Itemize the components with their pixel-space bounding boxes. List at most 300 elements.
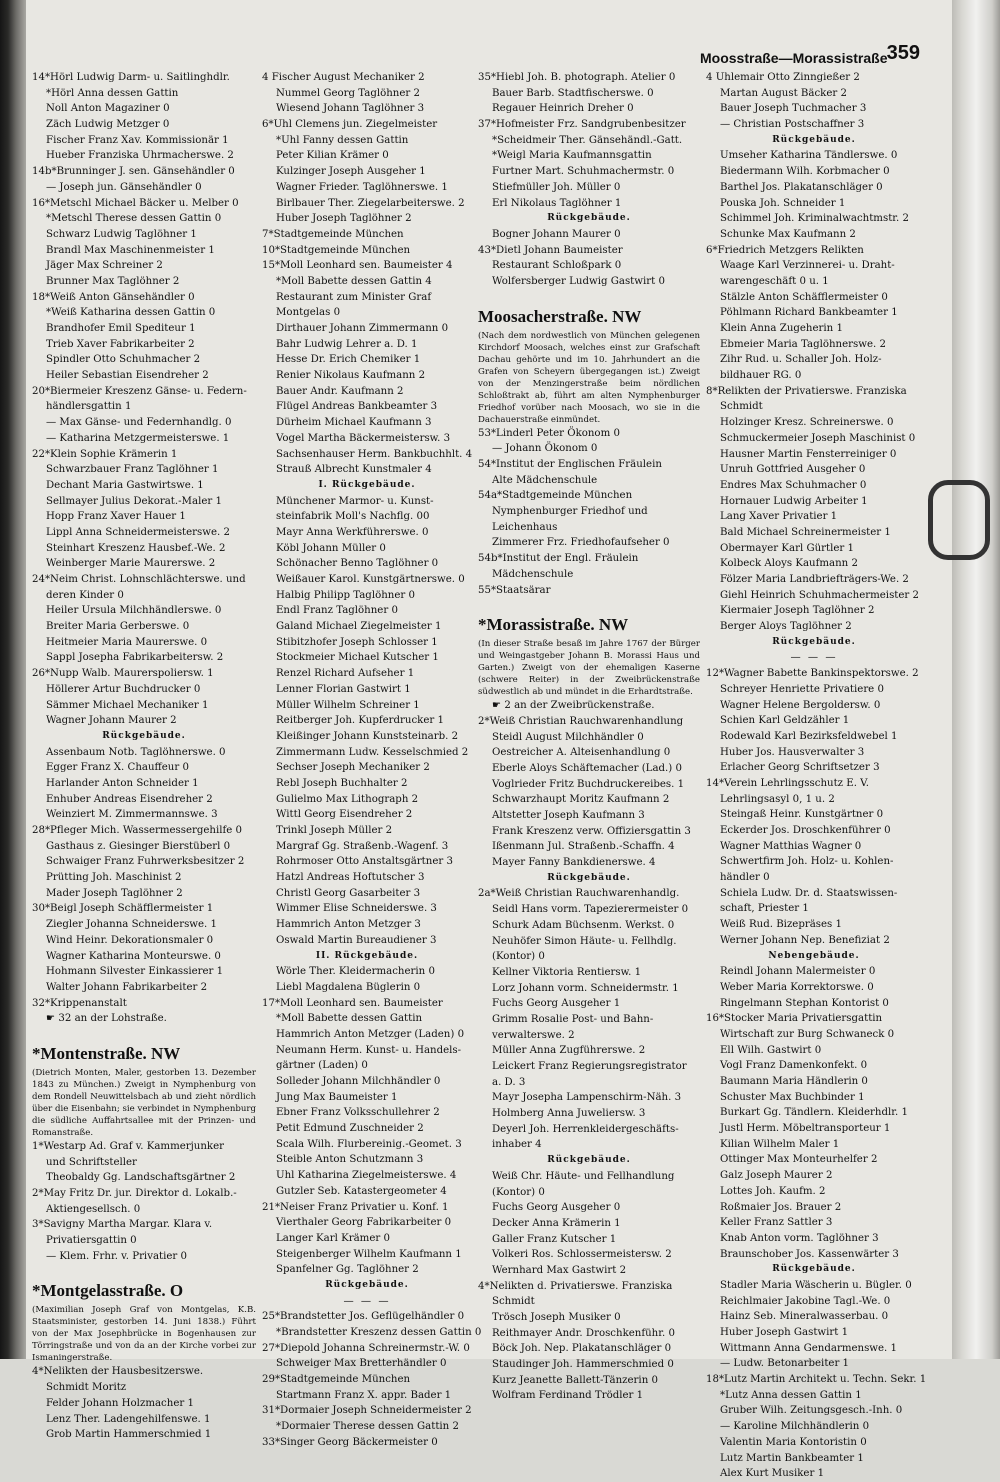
directory-entry: 22*Klein Sophie Krämerin 1 xyxy=(32,448,178,460)
directory-entry: Wagner Matthias Wagner 0 xyxy=(720,840,862,852)
directory-entry: Dürheim Michael Kaufmann 3 xyxy=(276,417,432,429)
directory-entry: Rodewald Karl Bezirksfeldwebel 1 xyxy=(720,730,898,742)
directory-entry: Margraf Gg. Straßenb.-Wagenf. 3 xyxy=(276,840,449,852)
directory-entry: Erlacher Georg Schriftsetzer 3 xyxy=(720,762,880,774)
directory-entry: Pöhlmann Richard Bankbeamter 1 xyxy=(720,307,898,319)
directory-entry: — Johann Ökonom 0 xyxy=(492,443,598,455)
directory-entry: 18*Weiß Anton Gänsehändler 0 xyxy=(32,291,195,303)
directory-entry: — Karoline Milchhändlerin 0 xyxy=(720,1421,870,1433)
directory-entry: Wagner Frieder. Taglöhnerswe. 1 xyxy=(276,181,448,193)
directory-entry: Ebner Franz Volksschullehrer 2 xyxy=(276,1107,440,1119)
separator: — — — xyxy=(790,652,838,664)
directory-entry: Galand Michael Ziegelmeister 1 xyxy=(276,621,442,633)
directory-entry: Galz Joseph Maurer 2 xyxy=(720,1170,833,1182)
directory-entry: Regauer Heinrich Dreher 0 xyxy=(492,103,634,115)
directory-entry: Neumann Herm. Kunst- u. Handels- xyxy=(276,1044,462,1056)
directory-entry: Brandhofer Emil Spediteur 1 xyxy=(46,323,196,334)
spacer xyxy=(32,1264,256,1274)
directory-entry: Brandl Max Maschinenmeister 1 xyxy=(46,244,215,256)
directory-entry: Flügel Andreas Bankbeamter 3 xyxy=(276,401,438,413)
directory-entry: Mädchenschule xyxy=(492,568,574,580)
directory-entry: Schönacher Benno Taglöhner 0 xyxy=(276,558,439,570)
directory-entry: Theobaldy Gg. Landschaftsgärtner 2 xyxy=(46,1172,236,1184)
directory-entry: Lippl Anna Schneidermeisterswe. 2 xyxy=(46,526,230,538)
directory-entry: Müller Wilhelm Schreiner 1 xyxy=(276,699,420,711)
directory-entry: Rebl Joseph Buchhalter 2 xyxy=(276,777,408,789)
directory-entry: — Max Gänse- und Federnhandlg. 0 xyxy=(46,417,232,429)
directory-entry: Bauer Joseph Tuchmacher 3 xyxy=(720,103,867,115)
directory-entry: Bauer Barb. Stadtfischerswe. 0 xyxy=(492,87,654,99)
directory-entry: 2a*Weiß Christian Rauchwarenhandlg. xyxy=(478,888,680,900)
directory-entry: Lenz Ther. Ladengehilfenswe. 1 xyxy=(46,1413,211,1425)
directory-entry: Heiler Ursula Milchhändlerswe. 0 xyxy=(46,605,222,617)
directory-entry: Trinkl Joseph Müller 2 xyxy=(276,825,393,836)
directory-entry: Schien Karl Geldzähler 1 xyxy=(720,715,850,727)
directory-entry: Hausner Martin Fensterreiniger 0 xyxy=(720,448,897,460)
directory-entry: 43*Dietl Johann Baumeister xyxy=(478,244,623,256)
directory-entry: 28*Pfleger Mich. Wassermessergehilfe 0 xyxy=(32,825,243,836)
directory-entry: Strauß Albrecht Kunstmaler 4 xyxy=(276,464,432,476)
directory-entry: Schmidt xyxy=(720,401,763,413)
separator: — — — xyxy=(343,1295,391,1307)
section-label: Rückgebäude. xyxy=(772,636,856,647)
directory-entry: Eberle Aloys Schäftemacher (Lad.) 0 xyxy=(492,762,682,774)
directory-entry: Walter Johann Fabrikarbeiter 2 xyxy=(46,981,208,993)
directory-entry: Steigenberger Wilhelm Kaufmann 1 xyxy=(276,1248,462,1260)
directory-entry: Stibitzhofer Joseph Schlosser 1 xyxy=(276,636,438,648)
directory-entry: Unruh Gottfried Ausgeher 0 xyxy=(720,464,866,476)
directory-entry: Hammrich Anton Metzger (Laden) 0 xyxy=(276,1028,465,1040)
directory-entry: Vierthaler Georg Fabrikarbeiter 0 xyxy=(276,1217,452,1229)
directory-entry: Christl Georg Gasarbeiter 3 xyxy=(276,887,421,899)
directory-entry: Köbl Johann Müller 0 xyxy=(276,542,386,554)
directory-entry: *Hörl Anna dessen Gattin xyxy=(46,87,179,99)
directory-entry: Neuhöfer Simon Häute- u. Fellhdlg. xyxy=(492,935,677,947)
directory-entry: Stockmeier Michael Kutscher 1 xyxy=(276,652,439,664)
directory-entry: Zimmermann Ludw. Kesselschmied 2 xyxy=(276,746,469,758)
directory-entry: Leickert Franz Regierungsregistrator xyxy=(492,1061,687,1072)
directory-entry: Pouska Joh. Schneider 1 xyxy=(720,197,846,209)
directory-entry: Ringelmann Stephan Kontorist 0 xyxy=(720,997,889,1009)
directory-entry: Gasthaus z. Giesinger Bierstüberl 0 xyxy=(46,840,231,852)
directory-entry: Ziegler Johanna Schneiderswe. 1 xyxy=(46,919,218,931)
directory-entry: 24*Neim Christ. Lohnschlächterswe. und xyxy=(32,574,246,585)
directory-entry: Kiermaier Joseph Taglöhner 2 xyxy=(720,605,875,617)
directory-entry: Fölzer Maria Landbriefträgers-We. 2 xyxy=(720,574,909,585)
directory-entry: 14b*Brunninger J. sen. Gänsehändler 0 xyxy=(32,166,235,178)
directory-entry: (Kontor) 0 xyxy=(492,951,545,963)
directory-entry: 4 Uhlemair Otto Zinngießer 2 xyxy=(706,72,860,83)
directory-entry: Alex Kurt Musiker 1 xyxy=(720,1468,825,1480)
street-heading: *Morassistraße. NW xyxy=(478,615,629,635)
directory-entry: *Uhl Fanny dessen Gattin xyxy=(276,134,409,146)
column-3 xyxy=(478,70,700,1402)
directory-entry: Knab Anton vorm. Taglöhner 3 xyxy=(720,1232,879,1244)
column-2 xyxy=(262,70,482,1448)
directory-entry: Trieb Xaver Fabrikarbeiter 2 xyxy=(46,338,195,350)
directory-entry: Trösch Joseph Musiker 0 xyxy=(492,1312,621,1323)
directory-entry: Dechant Maria Gastwirtswe. 1 xyxy=(46,479,204,491)
directory-entry: Scala Wilh. Flurbereinig.-Geomet. 3 xyxy=(276,1138,462,1150)
directory-entry: 14*Hörl Ludwig Darm- u. Saitlinghdlr. xyxy=(32,72,230,83)
directory-entry: Schwarz Ludwig Taglöhner 1 xyxy=(46,228,197,240)
directory-entry: warengeschäft 0 u. 1 xyxy=(720,275,829,287)
directory-entry: Hammrich Anton Metzger 3 xyxy=(276,919,421,931)
directory-entry: Biedermann Wilh. Korbmacher 0 xyxy=(720,166,890,178)
directory-entry: Hopp Franz Xaver Hauer 1 xyxy=(46,511,186,523)
directory-entry: Baumann Maria Händlerin 0 xyxy=(720,1076,868,1087)
spacer xyxy=(478,598,700,608)
directory-entry: *Moll Babette dessen Gattin xyxy=(276,1013,423,1025)
directory-entry: 4*Nelikten d. Privatierswe. Franziska xyxy=(478,1280,673,1292)
directory-entry: Halbig Philipp Taglöhner 0 xyxy=(276,589,415,601)
directory-entry: *Scheidmeir Ther. Gänsehändl.-Gatt. xyxy=(492,134,683,146)
column-1 xyxy=(32,70,256,1441)
directory-entry: Spindler Otto Schuhmacher 2 xyxy=(46,354,201,366)
directory-entry: 10*Stadtgemeinde München xyxy=(262,244,411,256)
directory-entry: Schwertfirm Joh. Holz- u. Kohlen- xyxy=(720,856,894,868)
directory-entry: Wittmann Anna Gendarmenswe. 1 xyxy=(720,1342,898,1354)
directory-entry: Steinhart Kreszenz Hausbef.-We. 2 xyxy=(46,542,226,554)
directory-entry: 25*Brandstetter Jos. Geflügelhändler 0 xyxy=(262,1311,465,1323)
directory-entry: Weißauer Karol. Kunstgärtnerswe. 0 xyxy=(276,574,465,585)
directory-entry: Sämmer Michael Mechaniker 1 xyxy=(46,699,209,711)
running-head-streets: Moosstraße—Morassistraße xyxy=(700,50,888,66)
street-note: (In dieser Straße besaß im Jahre 1767 der Bürger und Weingastgeber Johann B. Morassi Haus und Garten.) Zweigt von der ehemaligen Kaserne (schwere Reiter) in der Zweibrückenstraße südwestlich ab und mündet in die Erhardtstraße. xyxy=(478,639,700,698)
directory-entry: Zihr Rud. u. Schaller Joh. Holz- xyxy=(720,354,882,366)
directory-entry: Staudinger Joh. Hammerschmied 0 xyxy=(492,1359,674,1371)
directory-entry: Weiß Chr. Häute- und Fellhandlung xyxy=(492,1170,675,1182)
page-edge-stack xyxy=(952,0,1000,1359)
directory-entry: Schmidt Moritz xyxy=(46,1382,127,1394)
directory-entry: *Brandstetter Kreszenz dessen Gattin 0 xyxy=(276,1327,482,1338)
section-label: I. Rückgebäude. xyxy=(318,479,416,490)
directory-entry: *Dormaier Therese dessen Gattin 2 xyxy=(276,1421,459,1433)
directory-entry: Peter Kilian Krämer 0 xyxy=(276,150,389,162)
directory-entry: Noll Anton Magaziner 0 xyxy=(46,103,170,115)
directory-entry: Dirthauer Johann Zimmermann 0 xyxy=(276,323,449,334)
directory-entry: Mader Joseph Taglöhner 2 xyxy=(46,887,183,899)
directory-entry: a. D. 3 xyxy=(492,1076,526,1088)
directory-entry: Lehrlingsasyl 0, 1 u. 2 xyxy=(720,793,835,805)
directory-entry: Roßmaier Jos. Brauer 2 xyxy=(720,1201,842,1213)
section-label: Rückgebäude. xyxy=(325,1279,409,1290)
directory-entry: Valentin Maria Kontoristin 0 xyxy=(720,1436,867,1448)
directory-entry: Langer Karl Krämer 0 xyxy=(276,1232,390,1244)
directory-entry: *Weiß Katharina dessen Gattin 0 xyxy=(46,307,216,319)
directory-entry: Mayr Anna Werkführerswe. 0 xyxy=(276,526,429,538)
directory-entry: 18*Lutz Martin Architekt u. Techn. Sekr. 1 xyxy=(706,1374,927,1386)
directory-entry: Eckerder Jos. Droschkenführer 0 xyxy=(720,825,891,836)
directory-entry: Alte Mädchenschule xyxy=(492,474,598,486)
directory-entry: Höllerer Artur Buchdrucker 0 xyxy=(46,683,201,695)
directory-entry: — Ludw. Betonarbeiter 1 xyxy=(720,1358,850,1370)
directory-entry: Voglrieder Fritz Buchdruckereibes. 1 xyxy=(492,778,685,790)
directory-entry: — Christian Postschaffner 3 xyxy=(720,119,865,131)
directory-entry: Oestreicher A. Alteisenhandlung 0 xyxy=(492,747,671,759)
directory-entry: 1*Westarp Ad. Graf v. Kammerjunker xyxy=(32,1140,224,1152)
directory-entry: Schunke Max Kaufmann 2 xyxy=(720,228,856,240)
directory-entry: Waage Karl Verzinnerei- u. Draht- xyxy=(720,260,895,272)
directory-entry: Stiefmüller Joh. Müller 0 xyxy=(492,181,621,193)
section-label: Rückgebäude. xyxy=(102,730,186,741)
directory-entry: Ebmeier Maria Taglöhnerswe. 2 xyxy=(720,338,886,350)
binding-edge xyxy=(0,0,26,1359)
directory-entry: Reindl Johann Malermeister 0 xyxy=(720,966,876,978)
directory-entry: Münchener Marmor- u. Kunst- xyxy=(276,495,434,507)
directory-entry: bildhauer RG. 0 xyxy=(720,370,802,382)
directory-entry: 7*Stadtgemeinde München xyxy=(262,228,404,240)
directory-entry: händler 0 xyxy=(720,872,770,884)
directory-entry: Böck Joh. Nep. Plakatanschläger 0 xyxy=(492,1343,672,1355)
directory-entry: Huber Jos. Hausverwalter 3 xyxy=(720,746,865,758)
spacer xyxy=(32,1027,256,1037)
directory-entry: 32*Krippenanstalt xyxy=(32,997,127,1009)
directory-entry: Stadler Maria Wäscherin u. Bügler. 0 xyxy=(720,1279,912,1291)
directory-entry: Bogner Johann Maurer 0 xyxy=(492,228,621,240)
directory-entry: Liebl Magdalena Büglerin 0 xyxy=(276,981,421,993)
directory-entry: Lorz Johann vorm. Schneidermstr. 1 xyxy=(492,982,679,994)
directory-entry: Kilian Wilhelm Maler 1 xyxy=(720,1138,840,1150)
directory-entry: Grob Martin Hammerschmied 1 xyxy=(46,1429,212,1441)
directory-entry: Vogel Martha Bäckermeistersw. 3 xyxy=(276,432,451,444)
directory-entry: 12*Wagner Babette Bankinspektorswe. 2 xyxy=(706,668,919,680)
directory-entry: Restaurant zum Minister Graf xyxy=(276,291,432,303)
directory-entry: Birlbauer Ther. Ziegelarbeiterswe. 2 xyxy=(276,197,465,209)
directory-entry: Privatiersgattin 0 xyxy=(46,1235,137,1247)
directory-entry: Egger Franz X. Chauffeur 0 xyxy=(46,762,189,774)
directory-entry: Enhuber Andreas Eisendreher 2 xyxy=(46,793,213,805)
directory-entry: Wirtschaft zur Burg Schwaneck 0 xyxy=(720,1028,895,1040)
directory-entry: Schwarzhaupt Moritz Kaufmann 2 xyxy=(492,794,670,806)
directory-entry: Holmberg Anna Juweliersw. 3 xyxy=(492,1108,646,1120)
street-heading: *Montgelasstraße. O xyxy=(32,1281,184,1301)
directory-entry: Wimmer Elise Schneiderswe. 3 xyxy=(276,903,437,915)
section-label: II. Rückgebäude. xyxy=(315,950,419,961)
directory-entry: Wagner Katharina Monteurswe. 0 xyxy=(46,950,221,962)
directory-entry: Steingaß Heinr. Kunstgärtner 0 xyxy=(720,809,884,821)
directory-entry: Hueber Franziska Uhrmacherswe. 2 xyxy=(46,150,234,162)
street-heading: Moosacherstraße. NW xyxy=(478,306,642,326)
directory-entry: Prütting Joh. Maschinist 2 xyxy=(46,872,182,884)
directory-entry: Bauer Andr. Kaufmann 2 xyxy=(276,385,404,397)
directory-entry: 54a*Stadtgemeinde München xyxy=(478,490,633,502)
directory-entry: 2*May Fritz Dr. jur. Direktor d. Lokalb.- xyxy=(32,1188,237,1199)
directory-entry: 3*Savigny Martha Margar. Klara v. xyxy=(32,1219,213,1231)
spacer xyxy=(478,290,700,300)
section-label: Rückgebäude. xyxy=(547,1155,631,1166)
section-label: Rückgebäude. xyxy=(772,1264,856,1275)
directory-entry: Kurz Jeanette Ballett-Tänzerin 0 xyxy=(492,1374,658,1386)
directory-entry: Mayer Fanny Bankdienerswe. 4 xyxy=(492,857,656,869)
directory-entry: Burkart Gg. Tändlern. Kleiderhdlr. 1 xyxy=(720,1107,908,1119)
section-label: Rückgebäude. xyxy=(547,872,631,883)
directory-entry: Reitberger Joh. Kupferdrucker 1 xyxy=(276,715,444,727)
directory-entry: Schweiger Max Bretterhändler 0 xyxy=(276,1358,447,1370)
street-note: (Maximilian Joseph Graf von Montgelas, K.B. Staatsminister, gestorben 14. Juni 1838.) Führt von der Max Josephbrücke in Bogenhausen zur Törringstraße und von da an der Kirche vorbei zur Ismaningerstraße. xyxy=(32,1305,256,1364)
running-head xyxy=(700,42,920,72)
directory-entry: Wagner Johann Maurer 2 xyxy=(46,715,177,727)
directory-entry: Ißenmann Jul. Straßenb.-Schaffn. 4 xyxy=(492,841,675,853)
directory-entry: Zäch Ludwig Metzger 0 xyxy=(46,119,170,131)
directory-entry: Sellmayer Julius Dekorat.-Maler 1 xyxy=(46,495,222,507)
directory-entry: 29*Stadtgemeinde München xyxy=(262,1374,411,1386)
directory-entry: Harlander Anton Schneider 1 xyxy=(46,777,199,789)
directory-entry: Decker Anna Krämerin 1 xyxy=(492,1217,621,1229)
paper-clip xyxy=(928,480,990,560)
directory-entry: 33*Singer Georg Bäckermeister 0 xyxy=(262,1436,438,1448)
directory-entry: 53*Linderl Peter Ökonom 0 xyxy=(478,427,620,439)
directory-entry: 54*Institut der Englischen Fräulein xyxy=(478,459,662,470)
directory-entry: Heiler Sebastian Eisendreher 2 xyxy=(46,370,209,382)
street-note: (Dietrich Monten, Maler, gestorben 13. Dezember 1843 zu München.) Zweigt in Nymphenburg von dem Rondell Neuwittelsbach ab und zieht nördlich über die Eisenbahn; sie verbindet in Nymphenburg die südliche Auffahrtsallee mit der Prinzen- und Romanstraße. xyxy=(32,1067,256,1138)
directory-entry: Breiter Maria Gerberswe. 0 xyxy=(46,621,190,633)
directory-entry: Jäger Max Schreiner 2 xyxy=(46,260,163,272)
directory-entry: Schmuckermeier Joseph Maschinist 0 xyxy=(720,432,916,444)
directory-entry: Schwarzbauer Franz Taglöhner 1 xyxy=(46,464,219,476)
directory-entry: Renier Nikolaus Kaufmann 2 xyxy=(276,370,426,382)
directory-entry: — Joseph jun. Gänsehändler 0 xyxy=(46,181,202,193)
directory-entry: (Kontor) 0 xyxy=(492,1186,545,1198)
directory-entry: Wernhard Max Gastwirt 2 xyxy=(492,1264,627,1276)
directory-entry: Fuchs Georg Ausgeher 1 xyxy=(492,998,621,1010)
directory-entry: Zimmerer Frz. Friedhofaufseher 0 xyxy=(492,537,670,549)
directory-entry: Fischer Franz Xav. Kommissionär 1 xyxy=(46,134,229,146)
directory-entry: Weinziert M. Zimmermannswe. 3 xyxy=(46,809,218,821)
directory-entry: Gutzler Seb. Katastergeometer 4 xyxy=(276,1185,447,1197)
directory-entry: Hohmann Silvester Einkassierer 1 xyxy=(46,966,224,978)
directory-entry: Schiela Ludw. Dr. d. Staatswissen- xyxy=(720,887,898,899)
directory-entry: Seidl Hans vorm. Tapezierermeister 0 xyxy=(492,904,689,916)
directory-entry: ☛ 32 an der Lohstraße. xyxy=(46,1013,167,1025)
directory-entry: Schurk Adam Büchsenm. Werkst. 0 xyxy=(492,919,675,931)
directory-entry: inhaber 4 xyxy=(492,1139,542,1151)
directory-entry: 55*Staatsärar xyxy=(478,584,551,596)
directory-entry: Wagner Helene Bergoldersw. 0 xyxy=(720,699,881,711)
directory-entry: Frank Kreszenz verw. Offiziersgattin 3 xyxy=(492,825,691,837)
directory-entry: *Lutz Anna dessen Gattin 1 xyxy=(720,1389,862,1401)
directory-entry: Felder Johann Holzmacher 1 xyxy=(46,1397,194,1409)
directory-entry: Sachsenhauser Herm. Bankbuchhlt. 4 xyxy=(276,448,473,460)
directory-entry: Barthel Jos. Plakatanschläger 0 xyxy=(720,181,883,193)
directory-entry: Wörle Ther. Kleidermacherin 0 xyxy=(276,966,435,978)
directory-entry: Sechser Joseph Mechaniker 2 xyxy=(276,762,430,774)
directory-entry: Klein Anna Zugeherin 1 xyxy=(720,323,843,334)
directory-entry: 8*Relikten der Privatierswe. Franziska xyxy=(706,385,907,397)
directory-entry: Steible Anton Schutzmann 3 xyxy=(276,1154,424,1166)
directory-entry: Schmidt xyxy=(492,1296,535,1308)
directory-entry: gärtner (Laden) 0 xyxy=(276,1060,368,1072)
directory-entry: 27*Diepold Johanna Schreinermstr.-W. 0 xyxy=(262,1342,470,1354)
directory-entry: Weiß Rud. Bizepräses 1 xyxy=(720,919,843,931)
directory-entry: *Metschl Therese dessen Gattin 0 xyxy=(46,213,222,225)
directory-entry: Mayr Josepha Lampenschirm-Näh. 3 xyxy=(492,1092,682,1104)
directory-entry: Schuster Max Buchbinder 1 xyxy=(720,1091,865,1103)
directory-entry: Wiesend Johann Taglöhner 3 xyxy=(276,103,425,115)
directory-entry: Wind Heinr. Dekorationsmaler 0 xyxy=(46,934,214,946)
directory-entry: 37*Hofmeister Frz. Sandgrubenbesitzer xyxy=(478,119,686,131)
directory-entry: Wittl Georg Eisendreher 2 xyxy=(276,809,413,821)
directory-entry: Deyerl Joh. Herrenkleidergeschäfts- xyxy=(492,1123,679,1135)
directory-entry: 30*Beigl Joseph Schäfflermeister 1 xyxy=(32,903,214,915)
directory-entry: 4 Fischer August Mechaniker 2 xyxy=(262,72,425,83)
directory-entry: ☛ 2 an der Zweibrückenstraße. xyxy=(492,700,655,712)
directory-entry: Volkeri Ros. Schlossermeistersw. 2 xyxy=(492,1249,672,1261)
directory-entry: 16*Stocker Maria Privatiersgattin xyxy=(706,1013,883,1025)
directory-entry: Müller Anna Zugführerswe. 2 xyxy=(492,1045,646,1057)
directory-entry: und Schriftsteller xyxy=(46,1156,137,1168)
directory-entry: Rohrmoser Otto Anstaltsgärtner 3 xyxy=(276,856,453,868)
directory-entry: Holzinger Kresz. Schreinerswe. 0 xyxy=(720,417,894,429)
directory-entry: Endres Max Schuhmacher 0 xyxy=(720,479,867,491)
directory-entry: Braunschober Jos. Kassenwärter 3 xyxy=(720,1248,899,1260)
directory-entry: Uhl Katharina Ziegelmeisterswe. 4 xyxy=(276,1170,457,1182)
directory-entry: Martan August Bäcker 2 xyxy=(720,87,847,99)
directory-entry: Hatzl Andreas Hoftutscher 3 xyxy=(276,872,425,884)
directory-entry: — Katharina Metzgermeisterswe. 1 xyxy=(46,432,230,444)
page-number: 359 xyxy=(886,42,920,64)
directory-entry: Jung Max Baumeister 1 xyxy=(276,1091,398,1103)
directory-entry: Berger Aloys Taglöhner 2 xyxy=(720,621,852,633)
directory-entry: 15*Moll Leonhard sen. Baumeister 4 xyxy=(262,260,453,272)
directory-entry: 20*Biermeier Kreszenz Gänse- u. Federn- xyxy=(32,385,247,397)
directory-entry: Schimmel Joh. Kriminalwachtmstr. 2 xyxy=(720,213,909,225)
directory-entry: Ell Wilh. Gastwirt 0 xyxy=(720,1044,822,1056)
section-label: Rückgebäude. xyxy=(772,134,856,145)
directory-entry: *Weigl Maria Kaufmannsgattin xyxy=(492,150,652,162)
directory-entry: Reichlmaier Jakobine Tagl.-We. 0 xyxy=(720,1295,891,1307)
directory-entry: 14*Verein Lehrlingsschutz E. V. xyxy=(706,777,869,789)
directory-entry: Lottes Joh. Kaufm. 2 xyxy=(720,1185,826,1197)
directory-entry: Steidl August Milchhändler 0 xyxy=(492,731,644,743)
directory-entry: Ottinger Max Monteurhelfer 2 xyxy=(720,1154,878,1166)
directory-entry: 35*Hiebl Joh. B. photograph. Atelier 0 xyxy=(478,72,676,83)
directory-entry: Endl Franz Taglöhner 0 xyxy=(276,605,398,617)
directory-entry: Sappl Josepha Fabrikarbeitersw. 2 xyxy=(46,652,224,664)
directory-entry: Renzel Richard Aufseher 1 xyxy=(276,668,415,680)
directory-entry: Reithmayer Andr. Droschkenführ. 0 xyxy=(492,1327,675,1339)
directory-entry: Nymphenburger Friedhof und xyxy=(492,506,648,518)
directory-entry: Hesse Dr. Erich Chemiker 1 xyxy=(276,354,421,366)
directory-entry: Spanfelner Gg. Taglöhner 2 xyxy=(276,1264,419,1276)
directory-entry: Petit Edmund Zuschneider 2 xyxy=(276,1123,424,1135)
section-label: Nebengebäude. xyxy=(768,950,860,961)
directory-entry: Gruber Wilh. Zeitungsgesch.-Inh. 0 xyxy=(720,1405,903,1417)
street-note: (Nach dem nordwestlich von München gelegenen Kirchdorf Moosach, welches einst zur Grafschaft Dachau gehörte und im 10. Jahrhundert an die Grafen von Scheyern übergegangen ist.) Zweigt von der Menzingerstraße beim nördlichen Schloßtrakt ab, führt am alten Nymphenburger Friedhof vorüber nach Moosach, wo sie in die Dachauerstraße einmündet. xyxy=(478,330,700,425)
directory-entry: Aktiengesellsch. 0 xyxy=(46,1203,141,1215)
directory-entry: Wolfersberger Ludwig Gastwirt 0 xyxy=(492,275,665,287)
directory-entry: Huber Joseph Gastwirt 1 xyxy=(720,1327,849,1338)
directory-entry: Schwaiger Franz Fuhrwerksbesitzer 2 xyxy=(46,856,245,868)
directory-entry: Umseher Katharina Tändlerswe. 0 xyxy=(720,150,898,162)
directory-entry: Giehl Heinrich Schuhmachermeister 2 xyxy=(720,589,920,601)
directory-entry: Montgelas 0 xyxy=(276,307,341,319)
directory-entry: 21*Neiser Franz Privatier u. Konf. 1 xyxy=(262,1201,449,1213)
directory-entry: Galler Franz Kutscher 1 xyxy=(492,1233,617,1245)
section-label: Rückgebäude. xyxy=(547,213,631,224)
directory-entry: Grimm Rosalie Post- und Bahn- xyxy=(492,1013,654,1025)
directory-entry: Heitmeier Maria Maurerswe. 0 xyxy=(46,636,208,648)
directory-entry: deren Kinder 0 xyxy=(46,589,124,601)
directory-entry: Stälzle Anton Schäfflermeister 0 xyxy=(720,291,888,303)
directory-entry: Kulzinger Joseph Ausgeher 1 xyxy=(276,166,426,178)
directory-entry: Restaurant Schloßpark 0 xyxy=(492,260,622,272)
directory-entry: Leichenhaus xyxy=(492,521,558,533)
directory-entry: Nummel Georg Taglöhner 2 xyxy=(276,87,420,99)
directory-entry: schaft, Priester 1 xyxy=(720,903,809,915)
directory-entry: Kleißinger Johann Kunststeinarb. 2 xyxy=(276,730,459,742)
directory-entry: 6*Friedrich Metzgers Relikten xyxy=(706,244,864,256)
